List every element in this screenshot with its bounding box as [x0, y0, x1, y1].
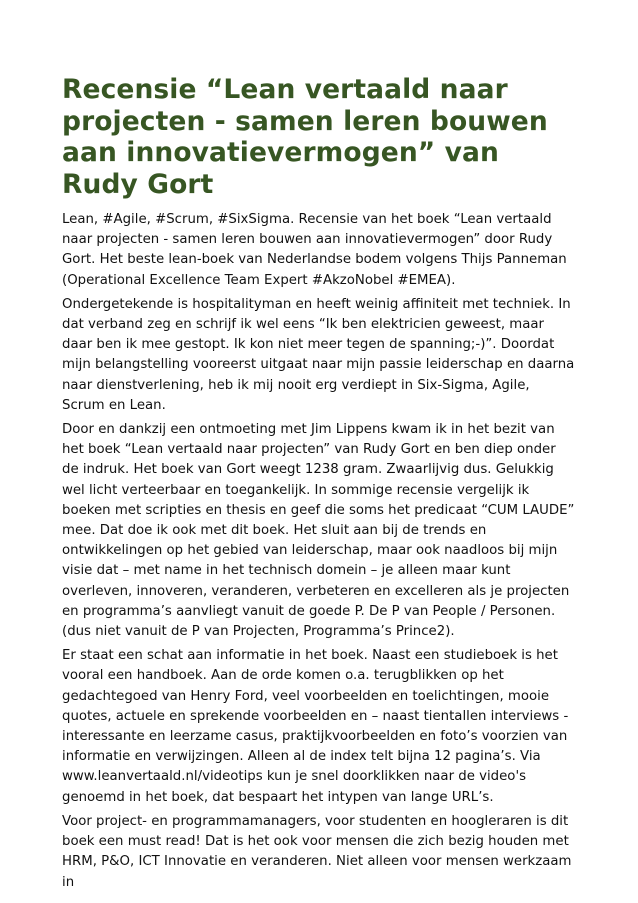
paragraph-intro: Lean, #Agile, #Scrum, #SixSigma. Recensie van het boek “Lean vertaald naar projecten - samen leren bouwen aan innovatievermogen” door Rudy Gort. Het beste lean-boek van Nederlandse bodem volgens Thijs Panneman (Operational Excellence Team Expert #AkzoNobel #EMEA).: [62, 212, 567, 288]
paragraph-author-background: Ondergetekende is hospitalityman en heeft weinig affiniteit met techniek. In dat verband zeg en schrijf ik wel eens “Ik ben elektricien geweest, maar daar ben ik mee gestopt. Ik kon niet meer tegen de spanning;-)”. Doordat mijn belangstelling vooreerst uitgaat naar mijn passie leiderschap en daarna naar dienstverlening, heb ik mij nooit erg verdiept in Six-Sigma, Agile, Scrum en Lean.: [62, 296, 575, 413]
document-page: [62, 74, 576, 897]
paragraph-audience: Voor project- en programmamanagers, voor studenten en hoogleraren is dit boek een must read! Dat is het ook voor mensen die zich bezig houden met HRM, P&O, ICT Innovatie en veranderen. Niet alleen voor mensen werkzaam in: [62, 813, 572, 890]
paragraph-book-impression: Door en dankzij een ontmoeting met Jim Lippens kwam ik in het bezit van het boek “Lean vertaald naar projecten” van Rudy Gort en ben diep onder de indruk. Het boek van Gort weegt 1238 gram. Zwaarlijvig dus. Gelukkig wel licht verteerbaar en toegankelijk. In sommige recensie vergelijk ik boeken met scripties en thesis en geef die soms het predicaat “CUM LAUDE” mee. Dat doe ik ook met dit boek. Het sluit aan bij de trends en ontwikkelingen op het gebied van leiderschap, maar ook naadloos bij mijn visie dat – met name in het technisch domein – je alleen maar kunt overleven, innoveren, veranderen, verbeteren en excelleren als je projecten en programma’s aanvliegt vanuit de goede P. De P van People / Personen. (dus niet vanuit de P van Projecten, Programma’s Prince2).: [62, 422, 575, 640]
article-title: Recensie “Lean vertaald naar projecten - samen leren bouwen aan innovatievermogen” van Rudy Gort: [62, 74, 548, 200]
paragraph-book-content: Er staat een schat aan informatie in het boek. Naast een studieboek is het vooral een handboek. Aan de orde komen o.a. terugblikken op het gedachtegoed van Henry Ford, veel voorbeelden en toelichtingen, mooie quotes, actuele en sprekende voorbeelden en – naast tientallen interviews - interessante en leerzame casus, praktijkvoorbeelden en foto’s voorzien van informatie en verwijzingen. Alleen al de index telt bijna 12 pagina’s. Via www.leanvertaald.nl/videotips kun je snel doorklikken naar de video's genoemd in het boek, dat bespaart het intypen van lange URL’s.: [62, 648, 569, 805]
